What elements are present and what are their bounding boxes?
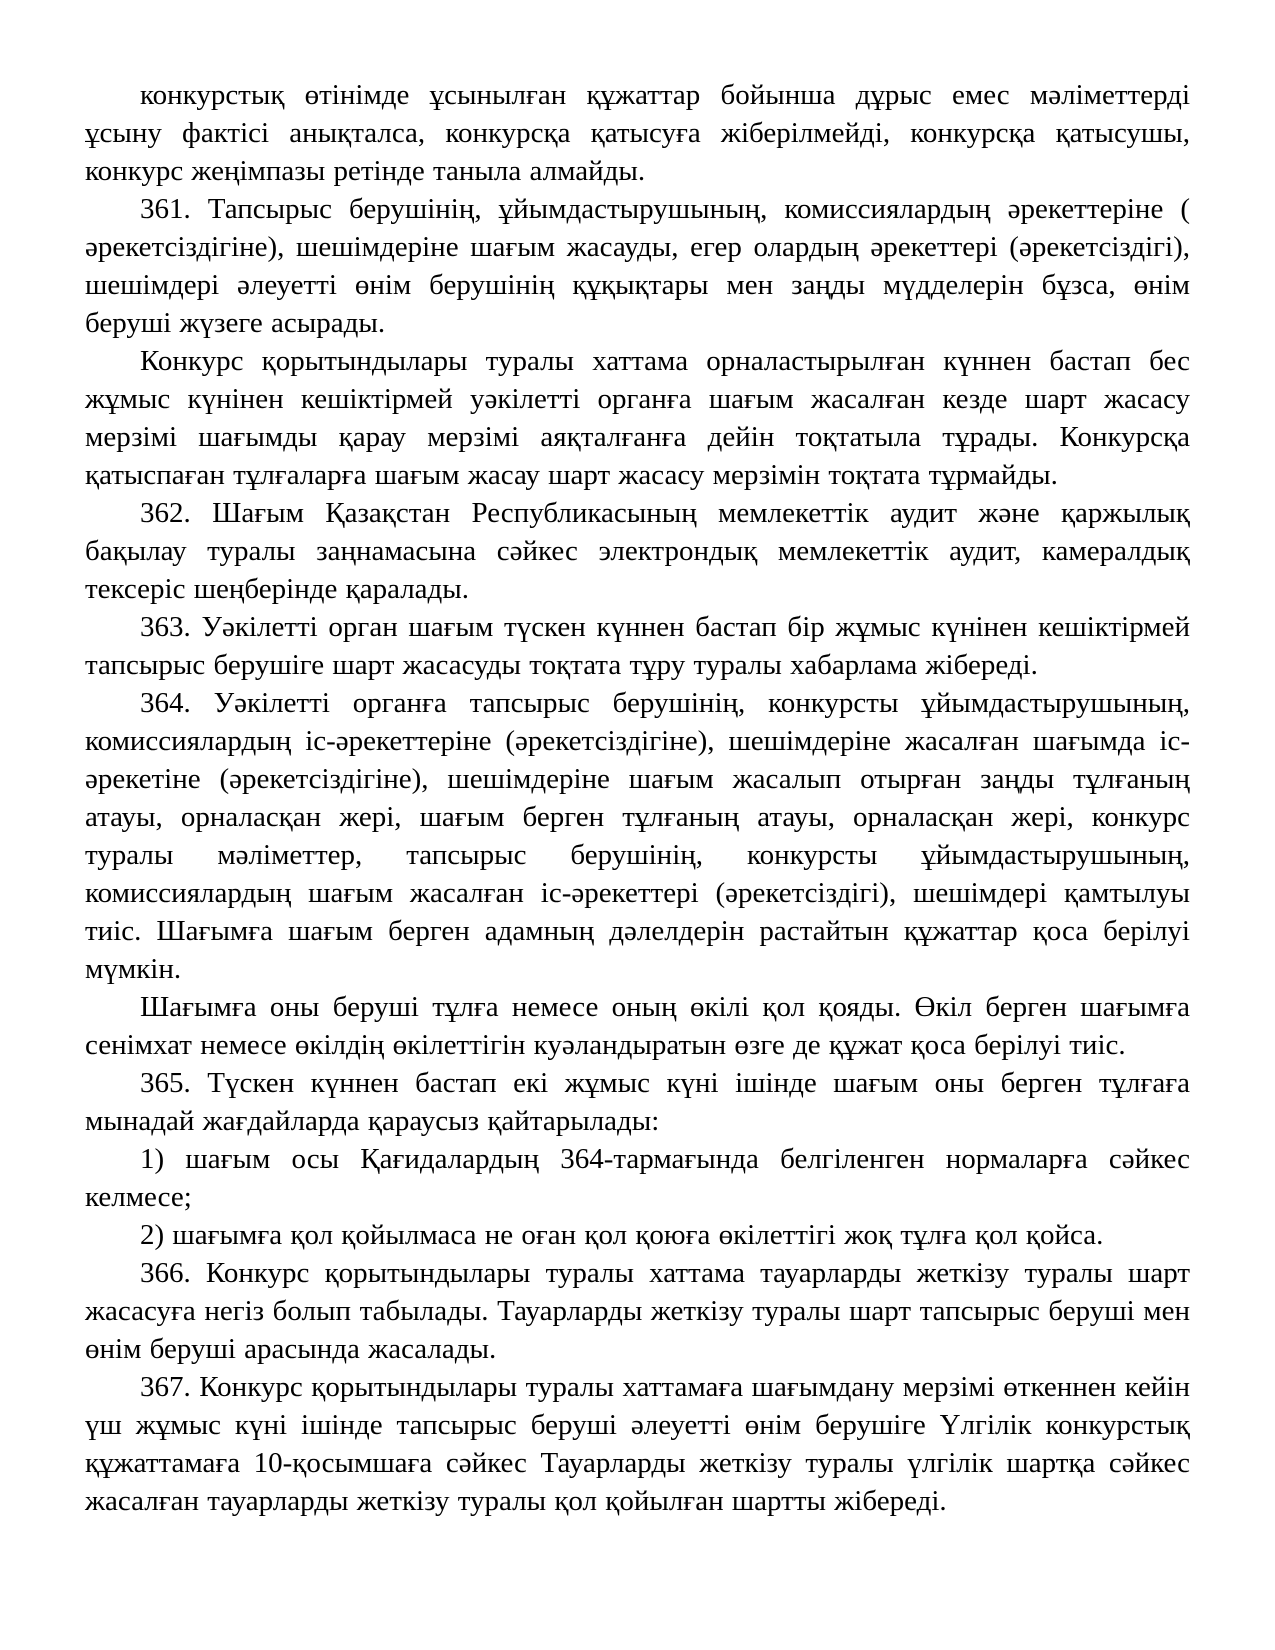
- paragraph-362: 362. Шағым Қазақстан Республикасының мемлекеттік аудит және қаржылық бақылау туралы заңнамасына сәйкес электрондық мемлекеттік аудит, камералдық тексеріс шеңберінде қаралады.: [85, 497, 1190, 605]
- paragraph-365-item-1: 1) шағым осы Қағидалардың 364-тармағында белгіленген нормаларға сәйкес келмесе;: [85, 1143, 1190, 1213]
- paragraph-363: 363. Уәкілетті орган шағым түскен күннен бастап бір жұмыс күнінен кешіктірмей тапсырыс берушіге шарт жасасуды тоқтата тұру туралы хабарлама жібереді.: [85, 611, 1190, 681]
- paragraph-361: 361. Тапсырыс берушінің, ұйымдастырушының, комиссиялардың әрекеттеріне ( әрекетсіздігіне), шешімдеріне шағым жасауды, егер олардың әрекеттері (әрекетсіздігі), шешімдері әлеуетті өнім берушінің құқықтары мен заңды мүдделерін бұзса, өнім беруші жүзеге асырады.: [85, 193, 1190, 339]
- paragraph-continuation: конкурстық өтінімде ұсынылған құжаттар бойынша дұрыс емес мәліметтерді ұсыну фактісі анықталса, конкурсқа қатысуға жіберілмейді, конкурсқа қатысушы, конкурс жеңімпазы ретінде таныла алмайды.: [85, 79, 1190, 187]
- document-body: [85, 76, 1190, 1520]
- paragraph-364-signature-rule: Шағымға оны беруші тұлға немесе оның өкілі қол қояды. Өкіл берген шағымға сенімхат немесе өкілдің өкілеттігін куәландыратын өзге де құжат қоса берілуі тиіс.: [85, 991, 1190, 1061]
- paragraph-361-continuation: Конкурс қорытындылары туралы хаттама орналастырылған күннен бастап бес жұмыс күнінен кешіктірмей уәкілетті органға шағым жасалған кезде шарт жасасу мерзімі шағымды қарау мерзімі аяқталғанға дейін тоқтатыла тұрады. Конкурсқа қатыспаған тұлғаларға шағым жасау шарт жасасу мерзімін тоқтата тұрмайды.: [85, 345, 1190, 491]
- paragraph-366: 366. Конкурс қорытындылары туралы хаттама тауарларды жеткізу туралы шарт жасасуға негіз болып табылады. Тауарларды жеткізу туралы шарт тапсырыс беруші мен өнім беруші арасында жасалады.: [85, 1257, 1190, 1365]
- paragraph-365-item-2: 2) шағымға қол қойылмаса не оған қол қоюға өкілеттігі жоқ тұлға қол қойса.: [140, 1219, 1104, 1251]
- paragraph-364: 364. Уәкілетті органға тапсырыс берушінің, конкурсты ұйымдастырушының, комиссиялардың іс-әрекеттеріне (әрекетсіздігіне), шешімдеріне жасалған шағымда іс-әрекетіне (әрекетсіздігіне), шешімдеріне шағым жасалып отырған заңды тұлғаның атауы, орналасқан жері, шағым берген тұлғаның атауы, орналасқан жері, конкурс туралы мәліметтер, тапсырыс берушінің, конкурсты ұйымдастырушының, комиссиялардың шағым жасалған іс-әрекеттері (әрекетсіздігі), шешімдері қамтылуы тиіс. Шағымға шағым берген адамның дәлелдерін растайтын құжаттар қоса берілуі мүмкін.: [85, 687, 1190, 985]
- paragraph-367: 367. Конкурс қорытындылары туралы хаттамаға шағымдану мерзімі өткеннен кейін үш жұмыс күні ішінде тапсырыс беруші әлеуетті өнім берушіге Үлгілік конкурстық құжаттамаға 10-қосымшаға сәйкес Тауарларды жеткізу туралы үлгілік шартқа сәйкес жасалған тауарларды жеткізу туралы қол қойылған шартты жібереді.: [85, 1371, 1190, 1517]
- paragraph-365: 365. Түскен күннен бастап екі жұмыс күні ішінде шағым оны берген тұлғаға мынадай жағдайларда қараусыз қайтарылады:: [85, 1067, 1190, 1137]
